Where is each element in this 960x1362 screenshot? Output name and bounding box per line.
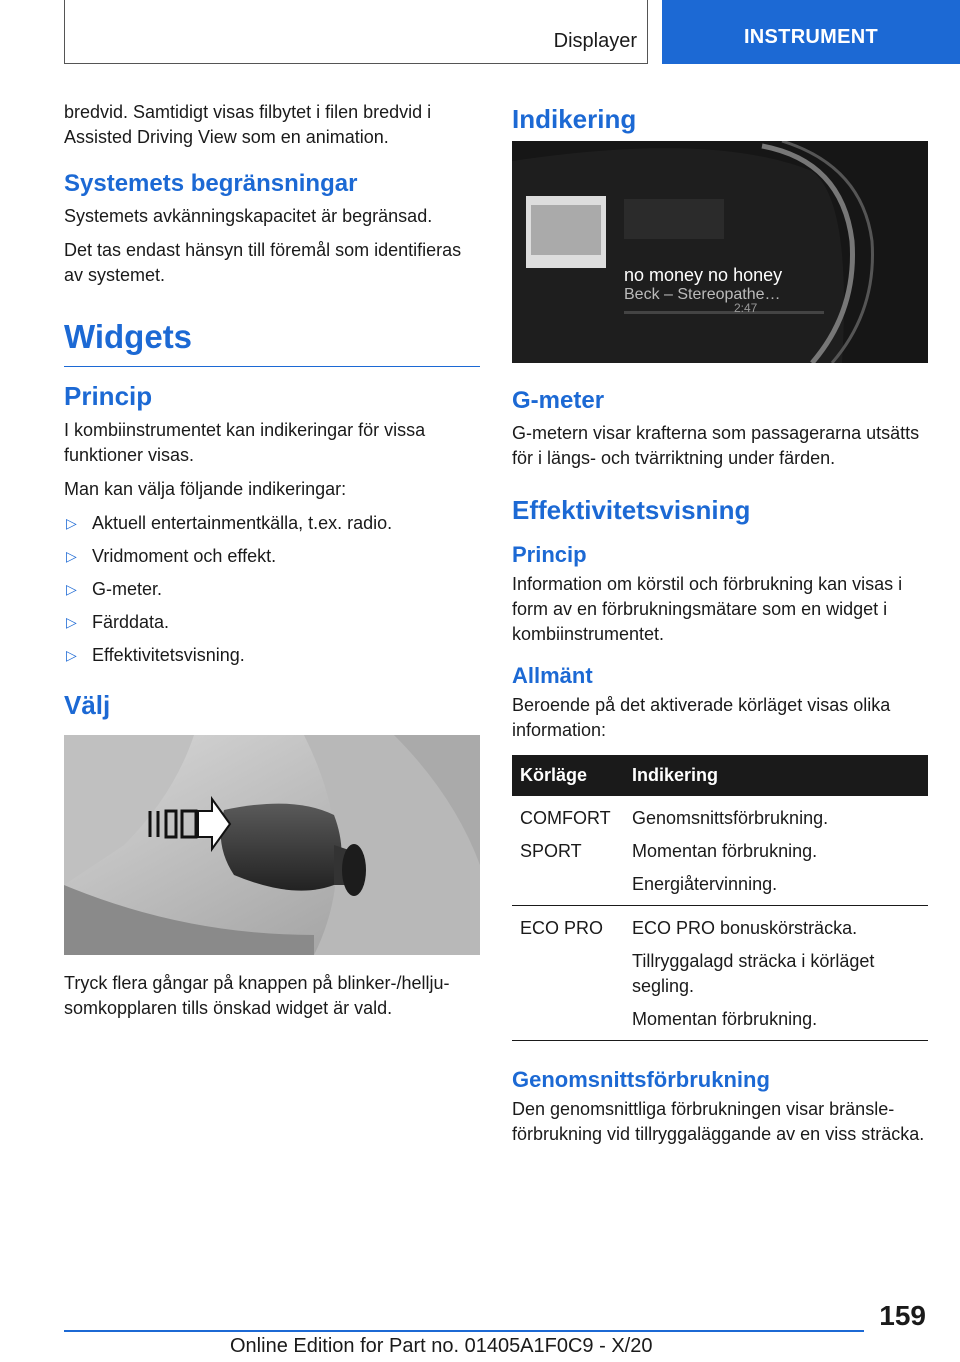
list-item: ▷ G-meter. xyxy=(64,577,480,602)
limits-paragraph-1: Systemets avkänningskapacitet är begränsad. xyxy=(64,206,433,226)
indication-label: Tillryggalagd sträcka i körläget segling. xyxy=(632,951,875,996)
header-section-box xyxy=(64,0,648,64)
gmeter-paragraph: G-metern visar krafterna som passagerarna utsätts för i längs- och tvärriktning under färden. xyxy=(512,423,920,468)
intro-paragraph: bredvid. Samtidigt visas filbytet i filen bredvid i Assisted Driving View som en animation. xyxy=(64,102,432,147)
instrument-display-illustration xyxy=(512,141,928,363)
principle-heading: Princip xyxy=(64,381,153,411)
list-item: ▷ Effektivitetsvisning. xyxy=(64,643,480,668)
principle-paragraph-1: I kombiinstrumentet kan indikeringar för vissa funktioner visas. xyxy=(64,420,426,465)
triangle-bullet-icon: ▷ xyxy=(66,647,77,663)
triangle-bullet-icon: ▷ xyxy=(66,548,77,564)
average-consumption-paragraph: Den genomsnittliga förbrukningen visar bränsleförbrukning vid tillryggaläggande av en viss sträcka. xyxy=(512,1099,925,1144)
table-cell-indication xyxy=(624,796,928,906)
indication-label: Momentan förbrukning. xyxy=(632,841,818,861)
general-paragraph: Beroende på det aktiverade körläget visas olika information: xyxy=(512,695,891,740)
table-row xyxy=(512,906,928,1041)
table-cell-mode xyxy=(512,796,624,906)
select-caption: Tryck flera gångar på knappen på blinker-/helljusomkopplaren tills önskad widget är vald. xyxy=(64,973,450,1018)
track-artist: Beck – Stereopathe… xyxy=(624,286,781,303)
limits-paragraph-2: Det tas endast hänsyn till föremål som identifieras av systemet. xyxy=(64,240,462,285)
header-chapter-tab: INSTRUMENT xyxy=(662,0,960,64)
indication-label: ECO PRO bonuskörsträcka. xyxy=(632,918,858,938)
triangle-bullet-icon: ▷ xyxy=(66,515,77,531)
turn-signal-stalk-illustration xyxy=(64,735,480,955)
mode-label: SPORT xyxy=(520,841,582,861)
mode-label: COMFORT xyxy=(520,808,611,828)
triangle-bullet-icon: ▷ xyxy=(66,581,77,597)
track-title: no money no honey xyxy=(624,265,783,285)
header-section-title: Displayer xyxy=(553,30,637,52)
footer-edition-text: Online Edition for Part no. 01405A1F0C9 - X/20 xyxy=(230,1335,653,1357)
table-header-mode: Körläge xyxy=(512,755,624,796)
list-item: ▷ Färddata. xyxy=(64,610,480,635)
mode-label: ECO PRO xyxy=(520,918,604,938)
table-cell-indication xyxy=(624,906,928,1041)
efficiency-principle-paragraph: Information om körstil och förbrukning kan visas i form av en förbrukningsmätare som en widget i kombiinstrumentet. xyxy=(512,574,903,644)
left-column xyxy=(64,100,480,1030)
page-number: 159 xyxy=(879,1300,926,1331)
select-heading: Välj xyxy=(64,690,111,720)
widgets-heading: Widgets xyxy=(64,318,480,367)
indication-label: Momentan förbrukning. xyxy=(632,1009,818,1029)
indication-list xyxy=(64,511,480,668)
track-time: 2:47 xyxy=(734,301,758,315)
general-heading: Allmänt xyxy=(512,663,593,688)
indication-label: Genomsnittsförbrukning. xyxy=(632,808,829,828)
efficiency-principle-heading: Princip xyxy=(512,542,587,567)
table-cell-mode xyxy=(512,906,624,1041)
efficiency-heading: Effektivitetsvisning xyxy=(512,495,751,525)
footer-divider xyxy=(64,1330,864,1332)
list-item: ▷ Vridmoment och effekt. xyxy=(64,544,480,569)
indication-label: Energiåtervinning. xyxy=(632,874,778,894)
average-consumption-heading: Genomsnittsförbrukning xyxy=(512,1067,770,1092)
triangle-bullet-icon: ▷ xyxy=(66,614,77,630)
table-row xyxy=(512,796,928,906)
list-item: ▷ Aktuell entertainmentkälla, t.ex. radio. xyxy=(64,511,480,536)
right-column xyxy=(512,100,928,1156)
table-header-indication: Indikering xyxy=(624,755,928,796)
gmeter-heading: G-meter xyxy=(512,387,605,414)
principle-paragraph-2: Man kan välja följande indikeringar: xyxy=(64,479,347,499)
limits-heading: Systemets begränsningar xyxy=(64,170,358,197)
driving-mode-table xyxy=(512,755,928,1041)
indikering-heading: Indikering xyxy=(512,104,637,134)
